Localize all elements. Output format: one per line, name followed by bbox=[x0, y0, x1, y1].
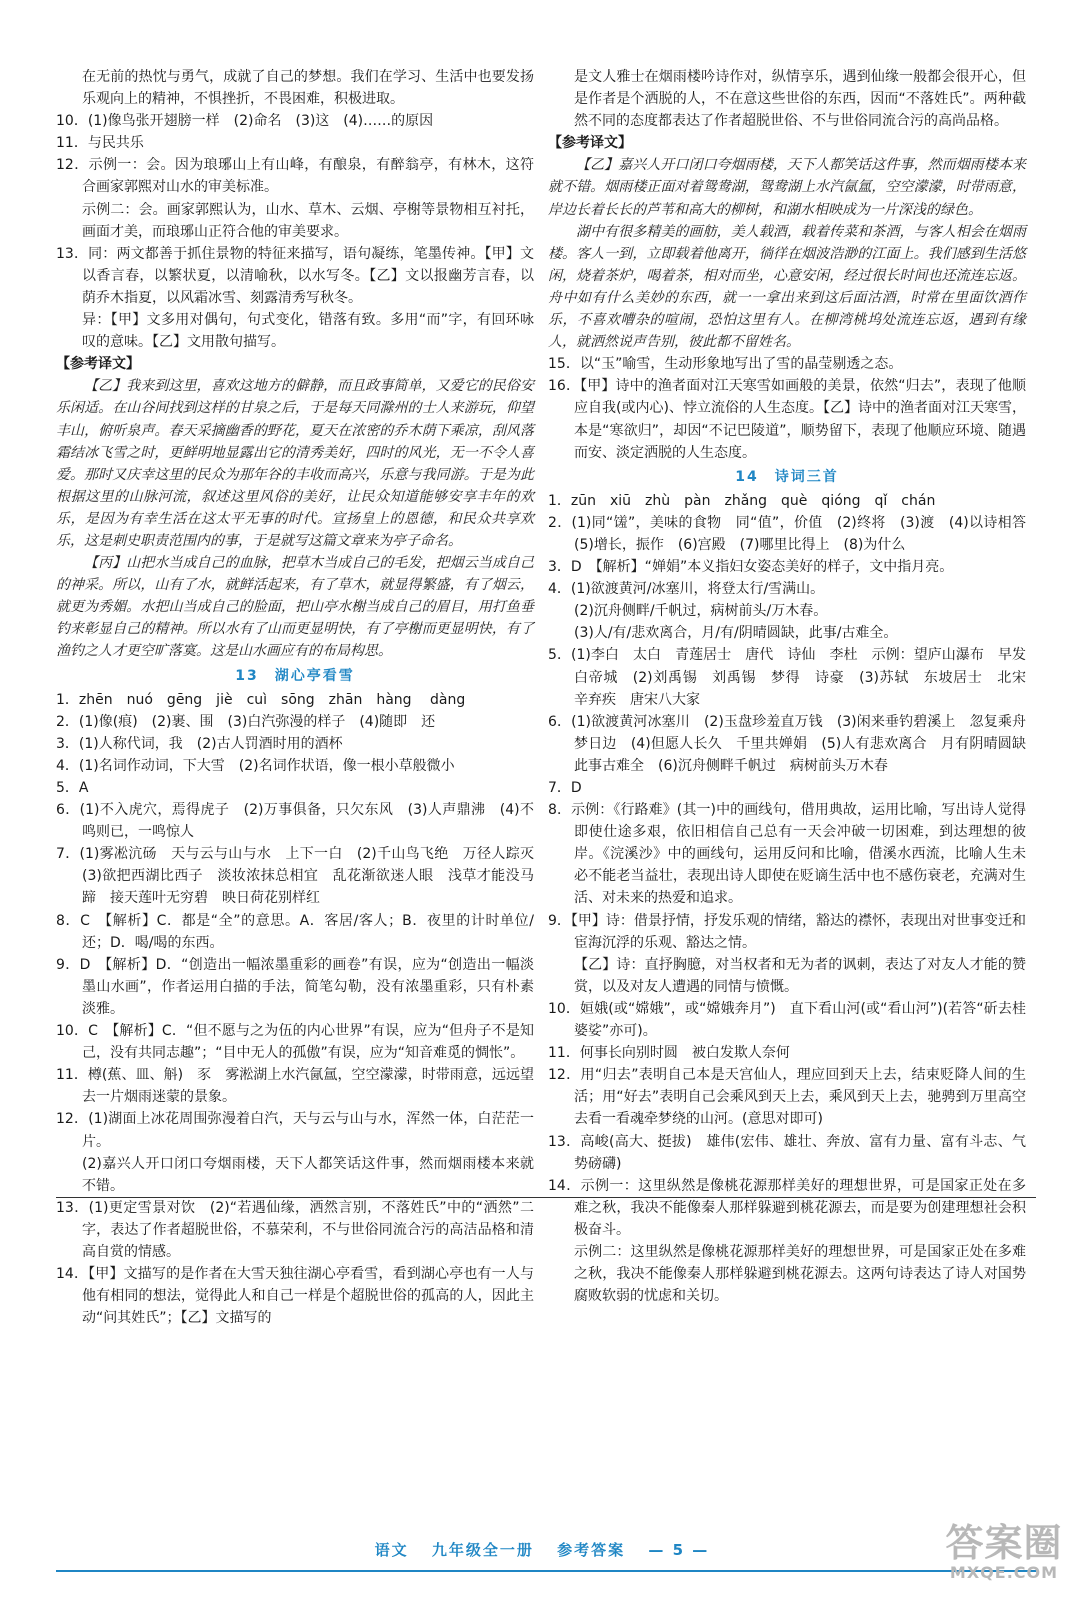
watermark-title: 答案圈 bbox=[945, 1521, 1063, 1565]
answer-item: 10．C 【解析】C．“但不愿与之为伍的内心世界”有误，应为“但舟子不是知己，没有共同志趣”；“目中无人的孤傲”有误，应为“知音难觅的惆怅”。 bbox=[56, 1023, 534, 1062]
answer-item: 16．【甲】诗中的渔者面对江天寒雪如画般的美景，依然“归去”，表现了他顺应自我(或内心)、悖立流俗的人生态度。【乙】诗中的渔者面对江天寒雪，本是“寒欲归”，却因“不记巴陵道”，顺势留下，表现了他顺应环境、随遇而安、淡定洒脱的人生态度。 bbox=[548, 378, 1026, 461]
reference-translation-heading: 【参考译文】 bbox=[548, 135, 632, 152]
answer-item: 12．(1)湖面上冰花周围弥漫着白汽，天与云与山与水，浑然一体，白茫茫一片。 bbox=[56, 1111, 534, 1150]
answer-item: (3)人/有/悲欢离合，月/有/阴晴圆缺，此事/古难全。 bbox=[574, 625, 898, 642]
translation-paragraph: 【乙】嘉兴人开口闭口夸烟雨楼，天下人都笑话这件事，然而烟雨楼本来就不错。烟雨楼正面对着鸳鸯湖，鸳鸯湖上水汽氤氲，空空濛濛，时带雨意，岸边长着长长的芦苇和高大的柳树，和湖水相映成为一片深浅的绿色。 bbox=[548, 157, 1026, 218]
answer-item: 12．用“归去”表明自己本是天宫仙人，理应回到天上去，结束贬降人间的生活；用“好去”表明自己会乘风到天上去，乘风到天上去，驰骋到万里高空去看一看魂牵梦绕的山河。(意思对即可) bbox=[548, 1067, 1026, 1128]
right-column bbox=[548, 66, 1040, 1307]
answer-item: 13．高峻(高大、挺拔) 雄伟(宏伟、雄壮、奔放、富有力量、富有斗志、气势磅礴) bbox=[548, 1133, 1026, 1172]
answer-item: 11．与民共乐 bbox=[56, 135, 144, 152]
answer-item: 1．zūn xiū zhù pàn zhǎng què qióng qǐ chán bbox=[548, 492, 936, 509]
answer-item: 6．(1)欲渡黄河冰塞川 (2)玉盘珍羞直万钱 (3)闲来垂钓碧溪上 忽复乘舟梦日边 (4)但愿人长久 千里共婵娟 (5)人有悲欢离合 月有阴晴圆缺 此事古难全 (6)沉舟侧畔千帆过 病树前头万木春 bbox=[548, 713, 1040, 774]
answer-item: 11．何事长向别时圆 被白发欺人奈何 bbox=[548, 1045, 790, 1062]
answer-item: 1．zhēn nuó gēng jiè cuì sōng zhān hàng dàng bbox=[56, 691, 466, 708]
footer-grade: 九年级全一册 bbox=[431, 1541, 534, 1559]
answer-item: 3．D 【解析】“婵娟”本义指妇女姿态美好的样子，文中指月亮。 bbox=[548, 559, 954, 576]
section-divider bbox=[56, 1197, 1036, 1198]
answer-item: 是文人雅士在烟雨楼吟诗作对，纵情享乐，遇到仙缘一般都会很开心，但是作者是个洒脱的人，不在意这些世俗的东西，因而“不落姓氏”。两种截然不同的态度都表达了作者超脱世俗、不与世俗同流合污的高尚品格。 bbox=[574, 69, 1026, 130]
page-number: — 5 — bbox=[648, 1541, 710, 1559]
answer-item: 14．示例一：这里纵然是像桃花源那样美好的理想世界，可是国家正处在多难之秋，我决不能像秦人那样躲避到桃花源去，而是要为创建理想社会积极奋斗。 bbox=[548, 1177, 1026, 1238]
answer-item: 15．以“玉”喻雪，生动形象地写出了雪的晶莹剔透之态。 bbox=[548, 356, 903, 373]
answer-item: 11．樽(蕉、皿、斛) 豕 雾淞湖上水汽氤氲，空空濛濛，时带雨意，远远望去一片烟雨迷蒙的景象。 bbox=[56, 1067, 534, 1106]
footer-subject: 语文 bbox=[374, 1541, 409, 1559]
answer-item: (2)沉舟侧畔/千帆过，病树前头/万木春。 bbox=[574, 603, 828, 620]
watermark-url: MXQE.COM bbox=[949, 1563, 1059, 1582]
answer-item: 异：【甲】文多用对偶句，句式变化，错落有致。多用“而”字，有回环咏叹的意味。【乙】文用散句描写。 bbox=[82, 312, 534, 351]
answer-item: 示例二：这里纵然是像桃花源那样美好的理想世界，可是国家正处在多难之秋，我决不能像秦人那样躲避到桃花源去。这两句诗表达了诗人对国势腐败软弱的忧虑和关切。 bbox=[574, 1243, 1026, 1305]
answer-item: (2)嘉兴人开口闭口夸烟雨楼，天下人都笑话这件事，然而烟雨楼本来就不错。 bbox=[82, 1155, 534, 1194]
answer-item: 2．(1)同“馐”，美味的食物 同“值”，价值 (2)终将 (3)渡 (4)以诗相答 (5)增长，振作 (6)宫殿 (7)哪里比得上 (8)为什么 bbox=[548, 514, 1040, 553]
answer-item: 4．(1)欲渡黄河/冰塞川，将登太行/雪满山。 bbox=[548, 581, 825, 598]
translation-paragraph: 【乙】我来到这里，喜欢这地方的僻静，而且政事简单，又爱它的民俗安乐闲适。在山谷间找到这样的甘泉之后，于是每天同滁州的士人来游玩，仰望丰山，俯听泉声。春天采摘幽香的野花，夏天在浓密的乔木荫下乘凉，刮风落霜结冰飞雪之时，更鲜明地显露出它的清秀美好，四时的风光，无一不令人喜爱。那时又庆幸这里的民众为那年谷的丰收而高兴，乐意与我同游。于是为此根据这里的山脉河流，叙述这里风俗的美好，让民众知道能够安享丰年的欢乐，是因为有幸生活在这太平无事的时代。宣扬皇上的恩德，和民众共享欢乐，这是刺史职责范围内的事，于是就写这篇文章来为亭子命名。 bbox=[56, 378, 534, 549]
answer-item: 9．【甲】诗：借景抒情，抒发乐观的情绪，豁达的襟怀，表现出对世事变迁和宦海沉浮的乐观、豁达之情。 bbox=[548, 912, 1026, 951]
left-column bbox=[56, 66, 548, 1329]
answer-item: 4．(1)名词作动词，下大雪 (2)名词作状语，像一根小草般微小 bbox=[56, 757, 455, 774]
section-title: 14 诗词三首 bbox=[735, 468, 839, 485]
footer-kind: 参考答案 bbox=[557, 1541, 626, 1559]
translation-paragraph: 湖中有很多精美的画舫，美人载酒，载着传菜和茶酒，与客人相会在烟雨楼。客人一到，立即载着他离开，徜徉在烟波浩渺的江面上。我们感到生活悠闲，烧着茶炉，喝着茶，相对而坐，心意安闲，经过很长时间也还流连忘返。舟中如有什么美妙的东西，就一一拿出来到这后面沽酒，时常在里面饮酒作乐，不喜欢嘈杂的喧闹，恐怕这里有人。在柳湾桃坞处流连忘返，遇到有缘人，就洒然说声告别，彼此都不留姓名。 bbox=[548, 223, 1026, 351]
answer-item: 13．(1)更定雪景对饮 (2)“若遇仙缘，洒然言别，不落姓氏”中的“洒然”二字，表达了作者超脱世俗，不慕荣利，不与世俗同流合污的高洁品格和清高自赏的情感。 bbox=[56, 1199, 534, 1260]
answer-item: 3．(1)人称代词，我 (2)古人罚酒时用的酒杯 bbox=[56, 735, 343, 752]
answer-item: 12．示例一：会。因为琅琊山上有山峰，有酿泉，有醉翁亭，有林木，这符合画家郭熙对山水的审美标准。 bbox=[56, 157, 534, 196]
answer-item: 14．【甲】文描写的是作者在大雪天独往湖心亭看雪，看到湖心亭也有一人与他有相同的想法，觉得此人和自己一样是个超脱世俗的孤高的人，因此主动“问其姓氏”；【乙】文描写的 bbox=[56, 1266, 534, 1327]
answer-item: 8．示例：《行路难》(其一)中的画线句，借用典故，运用比喻，写出诗人觉得即使仕途多艰，依旧相信自己总有一天会冲破一切困难，到达理想的彼岸。《浣溪沙》中的画线句，运用反问和比喻，借溪水西流，比喻人生未必不能老当益壮，表现出诗人即使在贬谪生活中也不感伤衰老，充满对生活、对未来的热爱和追求。 bbox=[548, 802, 1026, 907]
translation-paragraph: 【丙】山把水当成自己的血脉，把草木当成自己的毛发，把烟云当成自己的神采。所以，山有了水，就鲜活起来，有了草木，就显得繁盛，有了烟云，就更为秀媚。水把山当成自己的脸面，把山亭水榭当成自己的眉目，用打鱼垂钓来彰显自己的精神。所以水有了山而更显明快，有了亭榭而更显明快，有了渔钓之人才更空旷落寞。这是山水画应有的布局构思。 bbox=[56, 555, 534, 660]
answer-item: 13．同：两文都善于抓住景物的特征来描写，语句凝练，笔墨传神。【甲】文以香言春，以繁状夏，以清喻秋，以水写冬。【乙】文以报幽芳言春，以荫乔木指夏，以风霜冰雪、刻露清秀写秋冬。 bbox=[56, 245, 534, 306]
answer-item: 在无前的热忱与勇气，成就了自己的梦想。我们在学习、生活中也要发扬乐观向上的精神，不惧挫折，不畏困难，积极进取。 bbox=[82, 69, 534, 108]
answer-item: 【乙】诗：直抒胸臆，对当权者和无为者的讽刺，表达了对友人才能的赞赏，以及对友人遭遇的同情与愤慨。 bbox=[574, 956, 1026, 995]
answer-item: 5．A bbox=[56, 780, 89, 796]
answer-item: 10．(1)像鸟张开翅膀一样 (2)命名 (3)这 (4)……的原因 bbox=[56, 113, 434, 130]
answer-item: 示例二：会。画家郭熙认为，山水、草木、云烟、亭榭等景物相互衬托，画面才美，而琅琊山正符合他的审美要求。 bbox=[82, 201, 534, 240]
answer-item: 10．姮娥(或“嫦娥”，或“嫦娥奔月”) 直下看山河(或“看山河”)(若答“斫去桂婆娑”亦可)。 bbox=[548, 1000, 1026, 1040]
answer-item: 8．C 【解析】C．都是“全”的意思。A．客居/客人；B．夜里的计时单位/还；D．喝/喝的东西。 bbox=[56, 912, 534, 951]
answer-item: 7．(1)雾凇沆砀 天与云与山与水 上下一白 (2)千山鸟飞绝 万径人踪灭 (3)欲把西湖比西子 淡妆浓抹总相宜 乱花渐欲迷人眼 浅草才能没马蹄 接天莲叶无穷碧 映日荷花别样红 bbox=[56, 846, 548, 907]
answer-item: 6．(1)不入虎穴，焉得虎子 (2)万事俱备，只欠东风 (3)人声鼎沸 (4)不鸣则已，一鸣惊人 bbox=[56, 802, 534, 841]
answer-item: 9．D 【解析】D．“创造出一幅浓墨重彩的画卷”有误，应为“创造出一幅淡墨山水画”，作者运用白描的手法，简笔勾勒，没有浓墨重彩，只有朴素淡雅。 bbox=[56, 956, 534, 1017]
watermark-logo bbox=[944, 1523, 1064, 1582]
answer-item: 5．(1)李白 太白 青莲居士 唐代 诗仙 李杜 示例：望庐山瀑布 早发白帝城 (2)刘禹锡 刘禹锡 梦得 诗豪 (3)苏轼 东坡居士 北宋 辛弃疾 唐宋八大家 bbox=[548, 647, 1040, 708]
section-title: 13 湖心亭看雪 bbox=[235, 667, 355, 684]
answer-item: 7．D bbox=[548, 780, 582, 796]
answer-item: 2．(1)像(痕) (2)裹、围 (3)白汽弥漫的样子 (4)随即 还 bbox=[56, 713, 436, 730]
reference-translation-heading: 【参考译文】 bbox=[56, 356, 140, 373]
page-footer bbox=[0, 1539, 1084, 1560]
footer-rule bbox=[56, 1570, 1036, 1572]
